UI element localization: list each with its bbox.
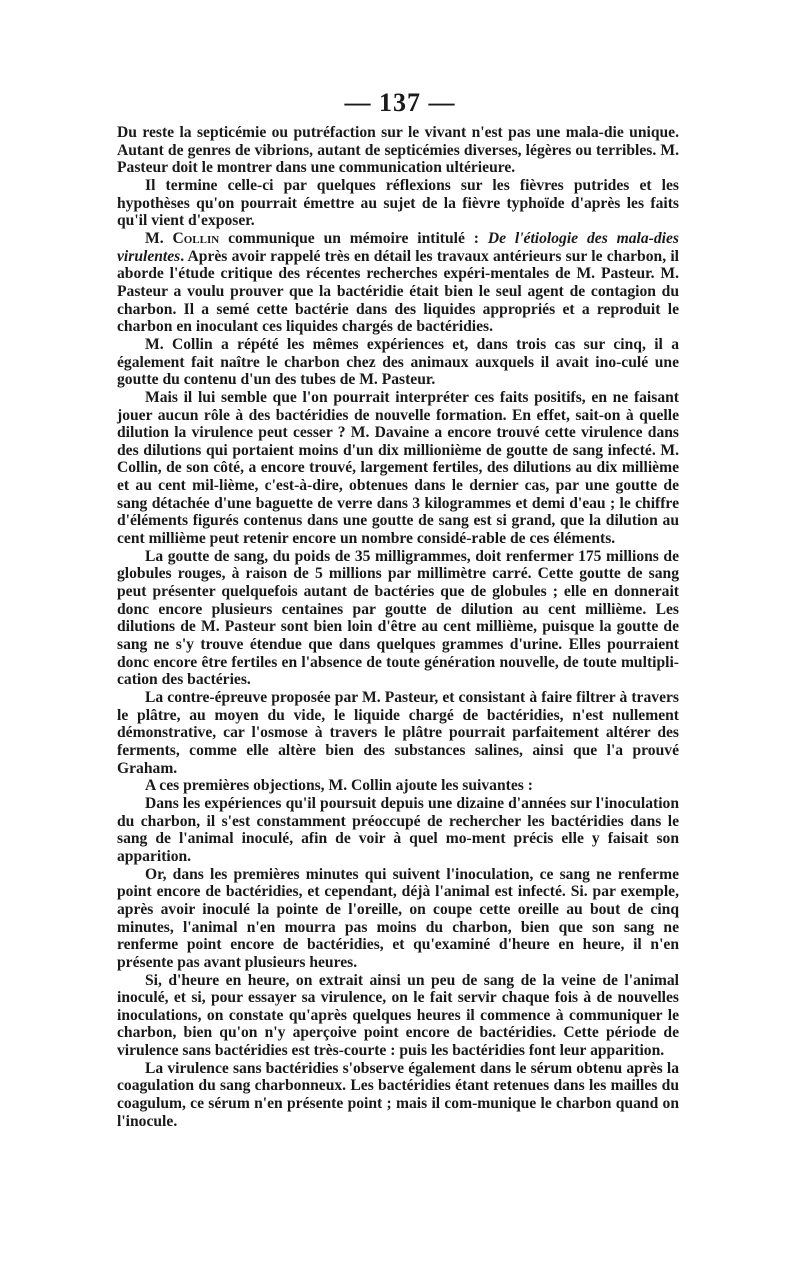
paragraph-text: La goutte de sang, du poids de 35 milligrammes, doit renfermer 175 millions de globules rouges, à raison de 5 millions par millimètre carré. Cette goutte de sang peut présenter quelquefois autant de bactéries que de globules ; elle en donnerait donc encore plusieurs centaines par goutte de dilution au cent millième. Les dilutions de M. Pasteur sont bien loin d'être au cent millième, puisque la goutte de sang ne s'y trouve étendue que dans quelques grammes d'urine. Elles pourraient donc encore être fertiles en l'absence de toute génération nouvelle, de toute multipli-cation des bactéries. (117, 547, 679, 689)
paragraph-text: Dans les expériences qu'il poursuit depuis une dizaine d'années sur l'inoculation du charbon, il s'est constamment préoccupé de rechercher les bactéridies dans le sang de l'animal inoculé, afin de voir à quel mo-ment précis elle y faisait son apparition. (117, 794, 679, 865)
paragraph-text: communique un mémoire intitulé : (219, 229, 488, 247)
paragraph (117, 389, 679, 548)
paragraph (117, 689, 679, 777)
paragraph (117, 795, 679, 866)
paragraph-text: M. Collin a répété les mêmes expériences et, dans trois cas sur cinq, il a également fait naître le charbon chez des animaux auxquels il avait ino-culé une goutte du contenu d'un des tubes de M. Pasteur. (117, 335, 679, 389)
paragraph (117, 177, 679, 230)
paragraph-text: . Après avoir rappelé très en détail les travaux antérieurs sur le charbon, il aborde l'étude critique des récentes recherches expéri-mentales de M. Pasteur. M. Pasteur a voulu prouver que la bactéridie était bien le seul agent de contagion du charbon. Il a semé cette bactérie dans des liquides appropriés et a reproduit le charbon en inoculant ces liquides chargés de bactéridies. (117, 247, 679, 336)
paragraph (117, 972, 679, 1060)
paragraph-text: M. (145, 229, 173, 247)
paragraph-text: Si, d'heure en heure, on extrait ainsi un peu de sang de la veine de l'animal inoculé, et si, pour essayer sa virulence, on le fait servir chaque fois à de nouvelles inoculations, on constate qu'après quelques heures il commence à communiquer le charbon, bien qu'on n'y aperçoive point encore de bactéridies. Cette période de virulence sans bactéridies est très-courte : puis les bactéridies font leur apparition. (117, 971, 679, 1060)
paragraph (117, 548, 679, 689)
body-text (117, 124, 679, 1130)
paragraph-text: La contre-épreuve proposée par M. Pasteur, et consistant à faire filtrer à travers le plâtre, au moyen du vide, le liquide chargé de bactéridies, n'est nullement démonstrative, car l'osmose à travers le plâtre pourrait parfaitement altérer des ferments, comme elle altère bien des substances salines, ainsi que l'a prouvé Graham. (117, 689, 679, 777)
paragraph-text: La virulence sans bactéridies s'observe également dans le sérum obtenu après la coagulation du sang charbonneux. Les bactéridies étant retenues dans les mailles du coagulum, ce sérum n'en présente point ; mais il com-munique le charbon quand on l'inocule. (117, 1059, 679, 1130)
paragraph-text: Or, dans les premières minutes qui suivent l'inoculation, ce sang ne renferme point encore de bactéridies, et cependant, déjà l'animal est infecté. Si. par exemple, après avoir inoculé la pointe de l'oreille, on coupe cette oreille au bout de cinq minutes, l'animal n'en mourra pas moins du charbon, bien que son sang ne renferme point encore de bactéridies, et qu'examiné d'heure en heure, il n'en présente pas avant plusieurs heures. (117, 865, 679, 971)
memoir-title: De l'étiologie des mala-dies virulentes (117, 229, 679, 265)
paragraph-text: A ces premières objections, M. Collin ajoute les suivantes : (145, 777, 533, 795)
paragraph-text: Il termine celle-ci par quelques réflexions sur les fièvres putrides et les hypothèses qu'on pourrait émettre au sujet de la fièvre typhoïde d'après les faits qu'il vient d'exposer. (117, 176, 679, 230)
page-number: — 137 — (344, 88, 456, 117)
paragraph (117, 336, 679, 389)
paragraph (117, 866, 679, 972)
paragraph (117, 124, 679, 177)
paragraph-text: Mais il lui semble que l'on pourrait interpréter ces faits positifs, en ne faisant jouer aucun rôle à des bactéridies de nouvelle formation. En effet, sait-on à quelle dilution la virulence peut cesser ? M. Davaine a encore trouvé cette virulence dans des dilutions qui portaient moins d'un dix millionième de goutte de sang infecté. M. Collin, de son côté, a encore trouvé, largement fertiles, des dilutions au dix millième et au cent mil-lième, c'est-à-dire, obtenues dans le dernier cas, par une goutte de sang détachée d'une baguette de verre dans 3 kilogrammes et demi d'eau ; le chiffre d'éléments figurés contenus dans une goutte de sang est si grand, que la dilution au cent millième peut retenir encore un nombre considé-rable de ces éléments. (117, 388, 679, 548)
paragraph (117, 1060, 679, 1131)
paragraph-text: Du reste la septicémie ou putréfaction sur le vivant n'est pas une mala-die unique. Autant de genres de vibrions, autant de septicémies diverses, légères ou terribles. M. Pasteur doit le montrer dans une communication ultérieure. (117, 124, 679, 177)
paragraph (117, 230, 679, 336)
author-name: Collin (172, 229, 220, 247)
paragraph (117, 777, 679, 795)
